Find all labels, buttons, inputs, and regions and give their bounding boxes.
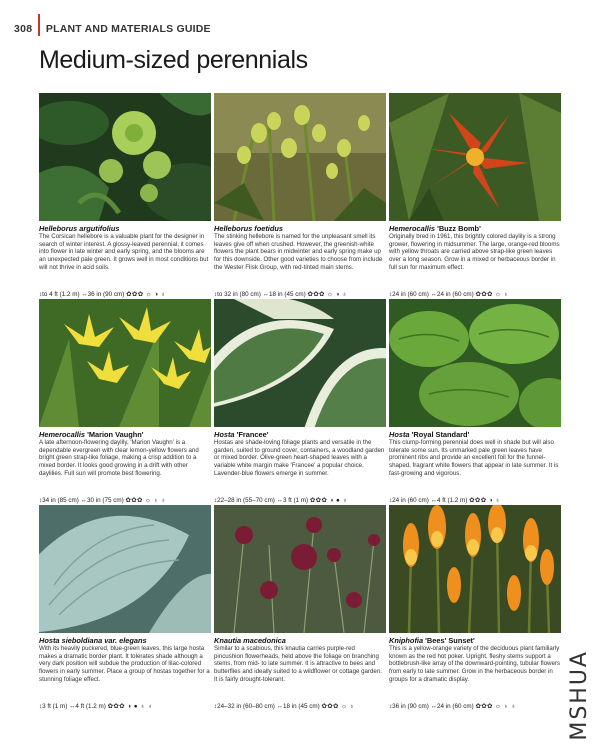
plant-entry: [214, 93, 386, 298]
page-title: Medium-sized perennials: [39, 46, 308, 74]
plant-stats: ↕24 in (60 cm) ↔24 in (60 cm) ✿✿✿ ☼ ♁: [389, 291, 509, 298]
plant-description: This is a yellow-orange variety of the deciduous plant familiarly known as the red hot poker. Upright, fleshy stems support a bottlebrush-like array of the downward-pointing, tubular flowers from early to late summer. Grow in the herbaceous border in groups for a dramatic display.: [389, 645, 561, 683]
plant-stats: ↕22–28 in (55–70 cm) ↔3 ft (1 m) ✿✿✿ ◑ ● ♁: [214, 497, 348, 504]
hardiness-symbols: ✿✿✿ ☼ ♁: [321, 703, 355, 710]
plant-entry: [214, 505, 386, 710]
page-header: [14, 18, 211, 40]
plant-entry: [389, 93, 561, 298]
plant-description: The stinking hellebore is named for the unpleasant smell its leaves give off when crushed. However, the greenish-white flowers the plant bears in midwinter and early spring make up for this downside. Other good varieties to choose from include the Wester Flisk Group, with red-tinted main stems.: [214, 233, 383, 271]
plant-name: Kniphofia 'Bees' Sunset': [389, 636, 475, 645]
plant-name: Helleborus argutifolius: [39, 224, 120, 233]
plant-stats: ↕to 4 ft (1.2 m) ↔36 in (90 cm) ✿✿✿ ☼ ◑ ♁: [39, 291, 167, 298]
plant-photo: [389, 505, 561, 633]
hardiness-symbols: ✿✿✿ ◑ ♁: [469, 497, 501, 504]
hardiness-symbols: ✿✿✿ ☼ ◑ ♁: [126, 291, 167, 298]
plant-description: With its heavily puckered, blue-green leaves, this large hosta makes a dramatic border plant. It tolerates shade although a very dark position will subdue the production of lilac-colored flowers in early summer. Place a group of hostas together for a stunning foliage effect.: [39, 645, 210, 683]
plant-stats: ↕to 32 in (80 cm) ↔18 in (45 cm) ✿✿✿ ☼ ◑ ♁: [214, 291, 348, 298]
plant-stats: ↕24 in (60 cm) ↔4 ft (1.2 m) ✿✿✿ ◑ ♁: [389, 497, 501, 504]
plant-photo: [39, 93, 211, 221]
hardiness-symbols: ✿✿✿ ☼ ◑ ♁: [307, 291, 348, 298]
watermark: MSHUA: [567, 650, 592, 741]
plant-description: A late afternoon-flowering daylily, 'Marion Vaughn' is a dependable evergreen with clear lemon-yellow flowers and bright green strap-like foliage, making a crisp addition to a mixed border. It looks good growing in a drift with other daylilies. Full sun will promote best flowering.: [39, 439, 199, 477]
plant-photo: [214, 299, 386, 427]
plant-description: Hostas are shade-loving foliage plants and versatile in the garden, suited to ground cover, containers, a woodland garden or mixed border. Olive-green heart-shaped leaves with a variable white margin make 'Francee' a popular choice. Lavender-blue flowers emerge in summer.: [214, 439, 385, 477]
plant-entry: [389, 299, 561, 504]
plant-name: Hemerocallis 'Buzz Bomb': [389, 224, 481, 233]
plant-stats: ↕36 in (90 cm) ↔24 in (60 cm) ✿✿✿ ☼ ♁ ♁: [389, 703, 517, 710]
plant-name: Hosta 'Francee': [214, 430, 269, 439]
plant-description: The Corsican hellebore is a valuable plant for the designer in search of winter interest. A glossy-leaved perennial, it comes into flower in late winter and early spring, and the blooms are an unexpected pale green. It grows well in most conditions but will not thrive in acid soils.: [39, 233, 209, 271]
page-number: 308: [14, 23, 33, 35]
plant-stats: ↕3 ft (1 m) ↔4 ft (1.2 m) ✿✿✿ ◑ ● ♁ ♁: [39, 703, 153, 710]
plant-entry: [389, 505, 561, 710]
plant-description: Originally bred in 1961, this brightly colored daylily is a strong grower, flowering in midsummer. The large, orange-red blooms with yellow throats are carried above strap-like green leaves over a long season. Grow in a mixed or herbaceous border in full sun for maximum effect.: [389, 233, 560, 271]
plant-name: Hosta 'Royal Standard': [389, 430, 470, 439]
hardiness-symbols: ✿✿✿ ☼ ♁ ♁: [125, 497, 167, 504]
plant-stats: ↕24–32 in (60–80 cm) ↔18 in (45 cm) ✿✿✿ ☼ ♁: [214, 703, 355, 710]
header-divider: [38, 14, 40, 36]
plant-entry: [39, 505, 211, 710]
hardiness-symbols: ✿✿✿ ◑ ● ♁ ♁: [107, 703, 153, 710]
plant-photo: [389, 299, 561, 427]
plant-entry: [39, 93, 211, 298]
plant-photo: [389, 93, 561, 221]
plant-description: Similar to a scabious, this knautia carries purple-red pincushion flowerheads, held above the foliage on branching stems, from mid- to late summer. It is attractive to bees and butterflies and ideally suited to a wildflower or cottage garden. It is fairly drought-tolerant.: [214, 645, 382, 683]
plant-name: Helleborus foetidus: [214, 224, 283, 233]
hardiness-symbols: ✿✿✿ ◑ ● ♁: [309, 497, 348, 504]
plant-name: Hemerocallis 'Marion Vaughn': [39, 430, 144, 439]
plant-name: Knautia macedonica: [214, 636, 286, 645]
plant-photo: [214, 505, 386, 633]
section-title: PLANT AND MATERIALS GUIDE: [45, 23, 211, 35]
plant-entry: [214, 299, 386, 504]
plant-name: Hosta sieboldiana var. elegans: [39, 636, 147, 645]
plant-photo: [214, 93, 386, 221]
plant-photo: [39, 299, 211, 427]
hardiness-symbols: ✿✿✿ ☼ ♁ ♁: [475, 703, 517, 710]
plant-photo: [39, 505, 211, 633]
hardiness-symbols: ✿✿✿ ☼ ♁: [475, 291, 509, 298]
plant-entry: [39, 299, 211, 504]
plant-stats: ↕34 in (85 cm) ↔30 in (75 cm) ✿✿✿ ☼ ♁ ♁: [39, 497, 167, 504]
plant-description: This clump-forming perennial does well in shade but will also tolerate some sun. Its unmarked pale green leaves have prominent ribs and provide an excellent foil for the funnel-shaped, fragrant white flowers that appear in late summer. It is fast-growing and vigorous.: [389, 439, 559, 477]
